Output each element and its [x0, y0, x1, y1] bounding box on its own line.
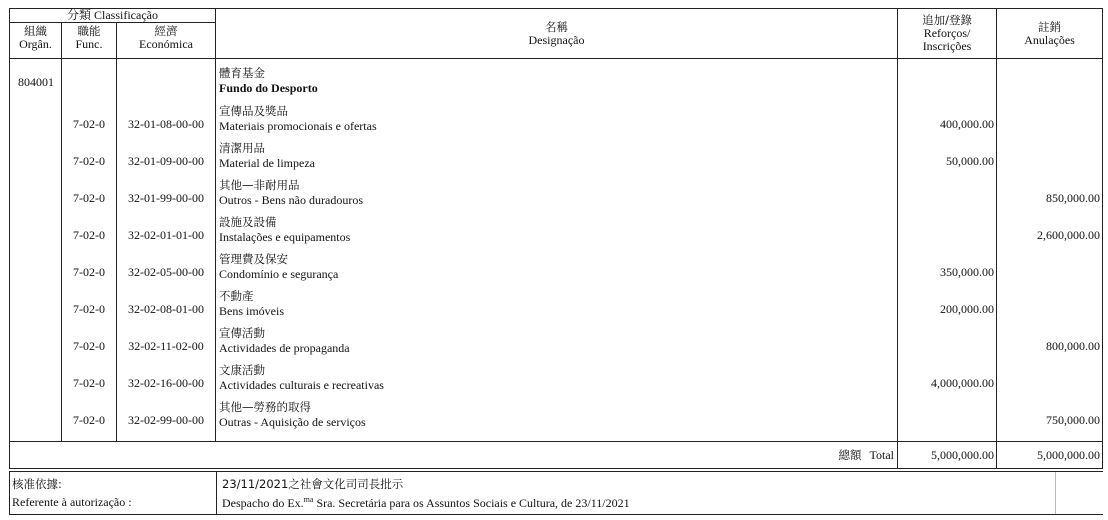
reforcos-value: 350,000.00 [898, 250, 997, 287]
designation [216, 324, 898, 361]
table-row [10, 287, 1103, 324]
designation-zh: 其他—勞務的取得 [219, 399, 312, 414]
anulacoes-value [997, 102, 1103, 139]
organ-cell [10, 398, 62, 435]
organ-cell [10, 287, 62, 324]
econ-code: 32-02-08-01-00 [117, 287, 216, 324]
designation [216, 213, 898, 250]
spacer-row [10, 435, 1103, 442]
fund-name: 體育基金 Fundo do Desporto [216, 59, 898, 102]
organ-cell [10, 250, 62, 287]
designation-pt: Materiais promocionais e ofertas [219, 118, 377, 133]
designation [216, 398, 898, 435]
econ-code: 32-02-99-00-00 [117, 398, 216, 435]
anulacoes-header: 註銷 Anulações [997, 9, 1103, 59]
table-row [10, 324, 1103, 361]
econ-code: 32-01-08-00-00 [117, 102, 216, 139]
table-row [10, 102, 1103, 139]
designation [216, 250, 898, 287]
reforcos-value [898, 398, 997, 435]
anulacoes-value: 800,000.00 [997, 324, 1103, 361]
total-label: 總額 Total [10, 442, 898, 469]
designation-zh: 清潔用品 [219, 140, 266, 155]
table-row [10, 139, 1103, 176]
econ-code: 32-01-09-00-00 [117, 139, 216, 176]
table-row [10, 250, 1103, 287]
designation-header: 名稱 Designação [216, 9, 898, 59]
organ-cell [10, 361, 62, 398]
func-code: 7-02-0 [62, 213, 117, 250]
reforcos-value: 400,000.00 [898, 102, 997, 139]
organ-cell [10, 324, 62, 361]
designation-zh: 宣傳品及獎品 [219, 103, 289, 118]
func-code: 7-02-0 [62, 102, 117, 139]
func-code: 7-02-0 [62, 398, 117, 435]
designation-pt: Bens imóveis [219, 303, 285, 318]
designation-zh: 文康活動 [219, 362, 266, 377]
designation-zh: 不動產 [219, 288, 254, 303]
func-code: 7-02-0 [62, 361, 117, 398]
organ-cell [10, 139, 62, 176]
organ-cell [10, 102, 62, 139]
anulacoes-value: 750,000.00 [997, 398, 1103, 435]
econ-code: 32-02-16-00-00 [117, 361, 216, 398]
designation-pt: Outras - Aquisição de serviços [219, 414, 366, 429]
econ-code: 32-02-01-01-00 [117, 213, 216, 250]
reforcos-header: 追加/登錄 Reforços/ Inscrições [898, 9, 997, 59]
designation-zh: 其他—非耐用品 [219, 177, 300, 192]
authorization-text-pt: Despacho do Ex.$^{ma}$ Sra. Secretária para os Assuntos Sociais e Cultura, de 23/11/2021 [222, 495, 630, 510]
anulacoes-value [997, 250, 1103, 287]
anulacoes-value: 2,600,000.00 [997, 213, 1103, 250]
reforcos-value: 200,000.00 [898, 287, 997, 324]
authorization-footer [9, 471, 1103, 515]
table-row [10, 213, 1103, 250]
designation-pt: Outros - Bens não duradouros [219, 192, 363, 207]
designation-zh: 宣傳活動 [219, 325, 266, 340]
reforcos-value [898, 324, 997, 361]
authorization-label-zh: 核准依據: [12, 477, 62, 491]
func-code: 7-02-0 [62, 176, 117, 213]
designation [216, 139, 898, 176]
designation-zh: 設施及設備 [219, 214, 277, 229]
func-code: 7-02-0 [62, 250, 117, 287]
designation-pt: Material de limpeza [219, 155, 315, 170]
table-row [10, 361, 1103, 398]
total-reforcos: 5,000,000.00 [898, 442, 997, 469]
organ-code: 804001 [10, 59, 62, 102]
designation-pt: Actividades culturais e recreativas [219, 377, 384, 392]
organ-cell [10, 176, 62, 213]
table-row [10, 176, 1103, 213]
designation-pt: Actividades de propaganda [219, 340, 350, 355]
authorization-label-pt: Referente à autorização : [12, 495, 132, 509]
econ-header: 經濟 Económica [117, 23, 216, 59]
anulacoes-value [997, 139, 1103, 176]
designation [216, 102, 898, 139]
func-code: 7-02-0 [62, 139, 117, 176]
designation-pt: Instalações e equipamentos [219, 229, 351, 244]
designation [216, 287, 898, 324]
table-row [10, 398, 1103, 435]
func-header: 職能 Func. [62, 23, 117, 59]
designation [216, 361, 898, 398]
authorization-text-zh: 23/11/2021之社會文化司司長批示 [222, 477, 404, 491]
anulacoes-value [997, 361, 1103, 398]
budget-table [9, 8, 1103, 469]
reforcos-value: 50,000.00 [898, 139, 997, 176]
anulacoes-value: 850,000.00 [997, 176, 1103, 213]
anulacoes-value [997, 287, 1103, 324]
econ-code: 32-01-99-00-00 [117, 176, 216, 213]
total-anulacoes: 5,000,000.00 [997, 442, 1103, 469]
econ-code: 32-02-11-02-00 [117, 324, 216, 361]
reforcos-value [898, 176, 997, 213]
classification-header: 分類 Classificação [10, 9, 216, 23]
reforcos-value: 4,000,000.00 [898, 361, 997, 398]
organ-cell [10, 213, 62, 250]
reforcos-value [898, 213, 997, 250]
designation [216, 176, 898, 213]
func-code: 7-02-0 [62, 287, 117, 324]
econ-code: 32-02-05-00-00 [117, 250, 216, 287]
designation-zh: 管理費及保安 [219, 251, 289, 266]
organ-header: 組織 Orgân. [10, 23, 62, 59]
func-code: 7-02-0 [62, 324, 117, 361]
designation-pt: Condomínio e segurança [219, 266, 339, 281]
